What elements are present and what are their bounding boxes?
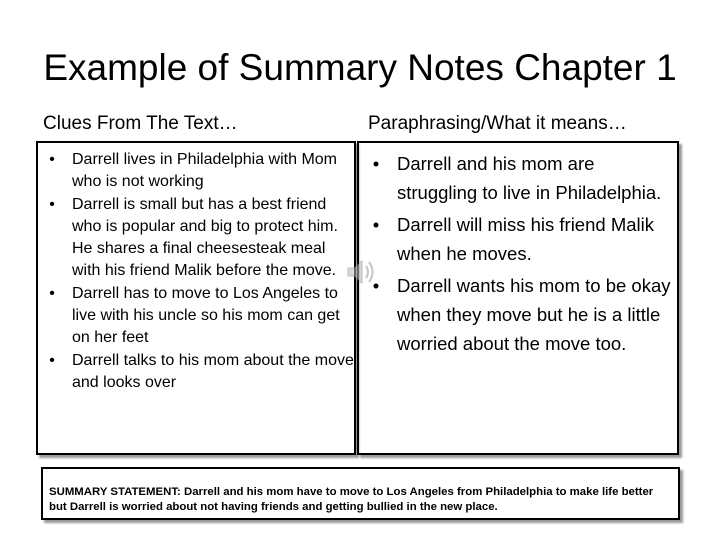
- bullet: •: [49, 351, 55, 369]
- clue-text: Darrell is small but has a best friend who is popular and big to protect him. He shares a final cheesesteak meal with his friend Malik before the move.: [72, 195, 338, 280]
- clue-text: Darrell has to move to Los Angeles to live with his uncle so his mom can get on her feet: [72, 284, 340, 347]
- clue-item: [42, 149, 354, 194]
- clues-list: [42, 149, 354, 394]
- bullet: •: [49, 151, 55, 168]
- paraphrase-item: [365, 149, 677, 207]
- paraphrase-item: [365, 210, 677, 268]
- clue-text: Darrell talks to his mom about the move and looks over: [72, 351, 354, 391]
- clue-text: Darrell lives in Philadelphia with Mom who is not working: [72, 151, 337, 191]
- bullet: •: [372, 275, 380, 296]
- bullet: •: [372, 153, 380, 174]
- slide-title: Example of Summary Notes Chapter 1: [43, 47, 677, 88]
- bullet: •: [49, 195, 55, 213]
- clue-item: [42, 283, 354, 350]
- paraphrase-text: Darrell wants his mom to be okay when they move but he is a little worried about the move too.: [397, 275, 671, 354]
- bullet: •: [49, 284, 55, 302]
- right-column-heading: Paraphrasing/What it means…: [368, 113, 627, 134]
- paraphrase-box: [357, 141, 679, 455]
- summary-statement: SUMMARY STATEMENT: Darrell and his mom have to move to Los Angeles from Philadelphia to make life better but Darrell is worried about not having friends and getting bullied in the new place.: [41, 467, 680, 520]
- clue-item: [42, 350, 354, 395]
- left-column-heading: Clues From The Text…: [43, 113, 238, 134]
- paraphrase-item: [365, 271, 677, 358]
- clue-item: [42, 194, 354, 283]
- clues-box: [36, 141, 356, 455]
- bullet: •: [372, 214, 380, 235]
- paraphrase-list: [365, 149, 677, 361]
- speaker-icon[interactable]: [340, 252, 380, 292]
- paraphrase-text: Darrell and his mom are struggling to live in Philadelphia.: [397, 153, 662, 203]
- paraphrase-text: Darrell will miss his friend Malik when he moves.: [397, 214, 654, 264]
